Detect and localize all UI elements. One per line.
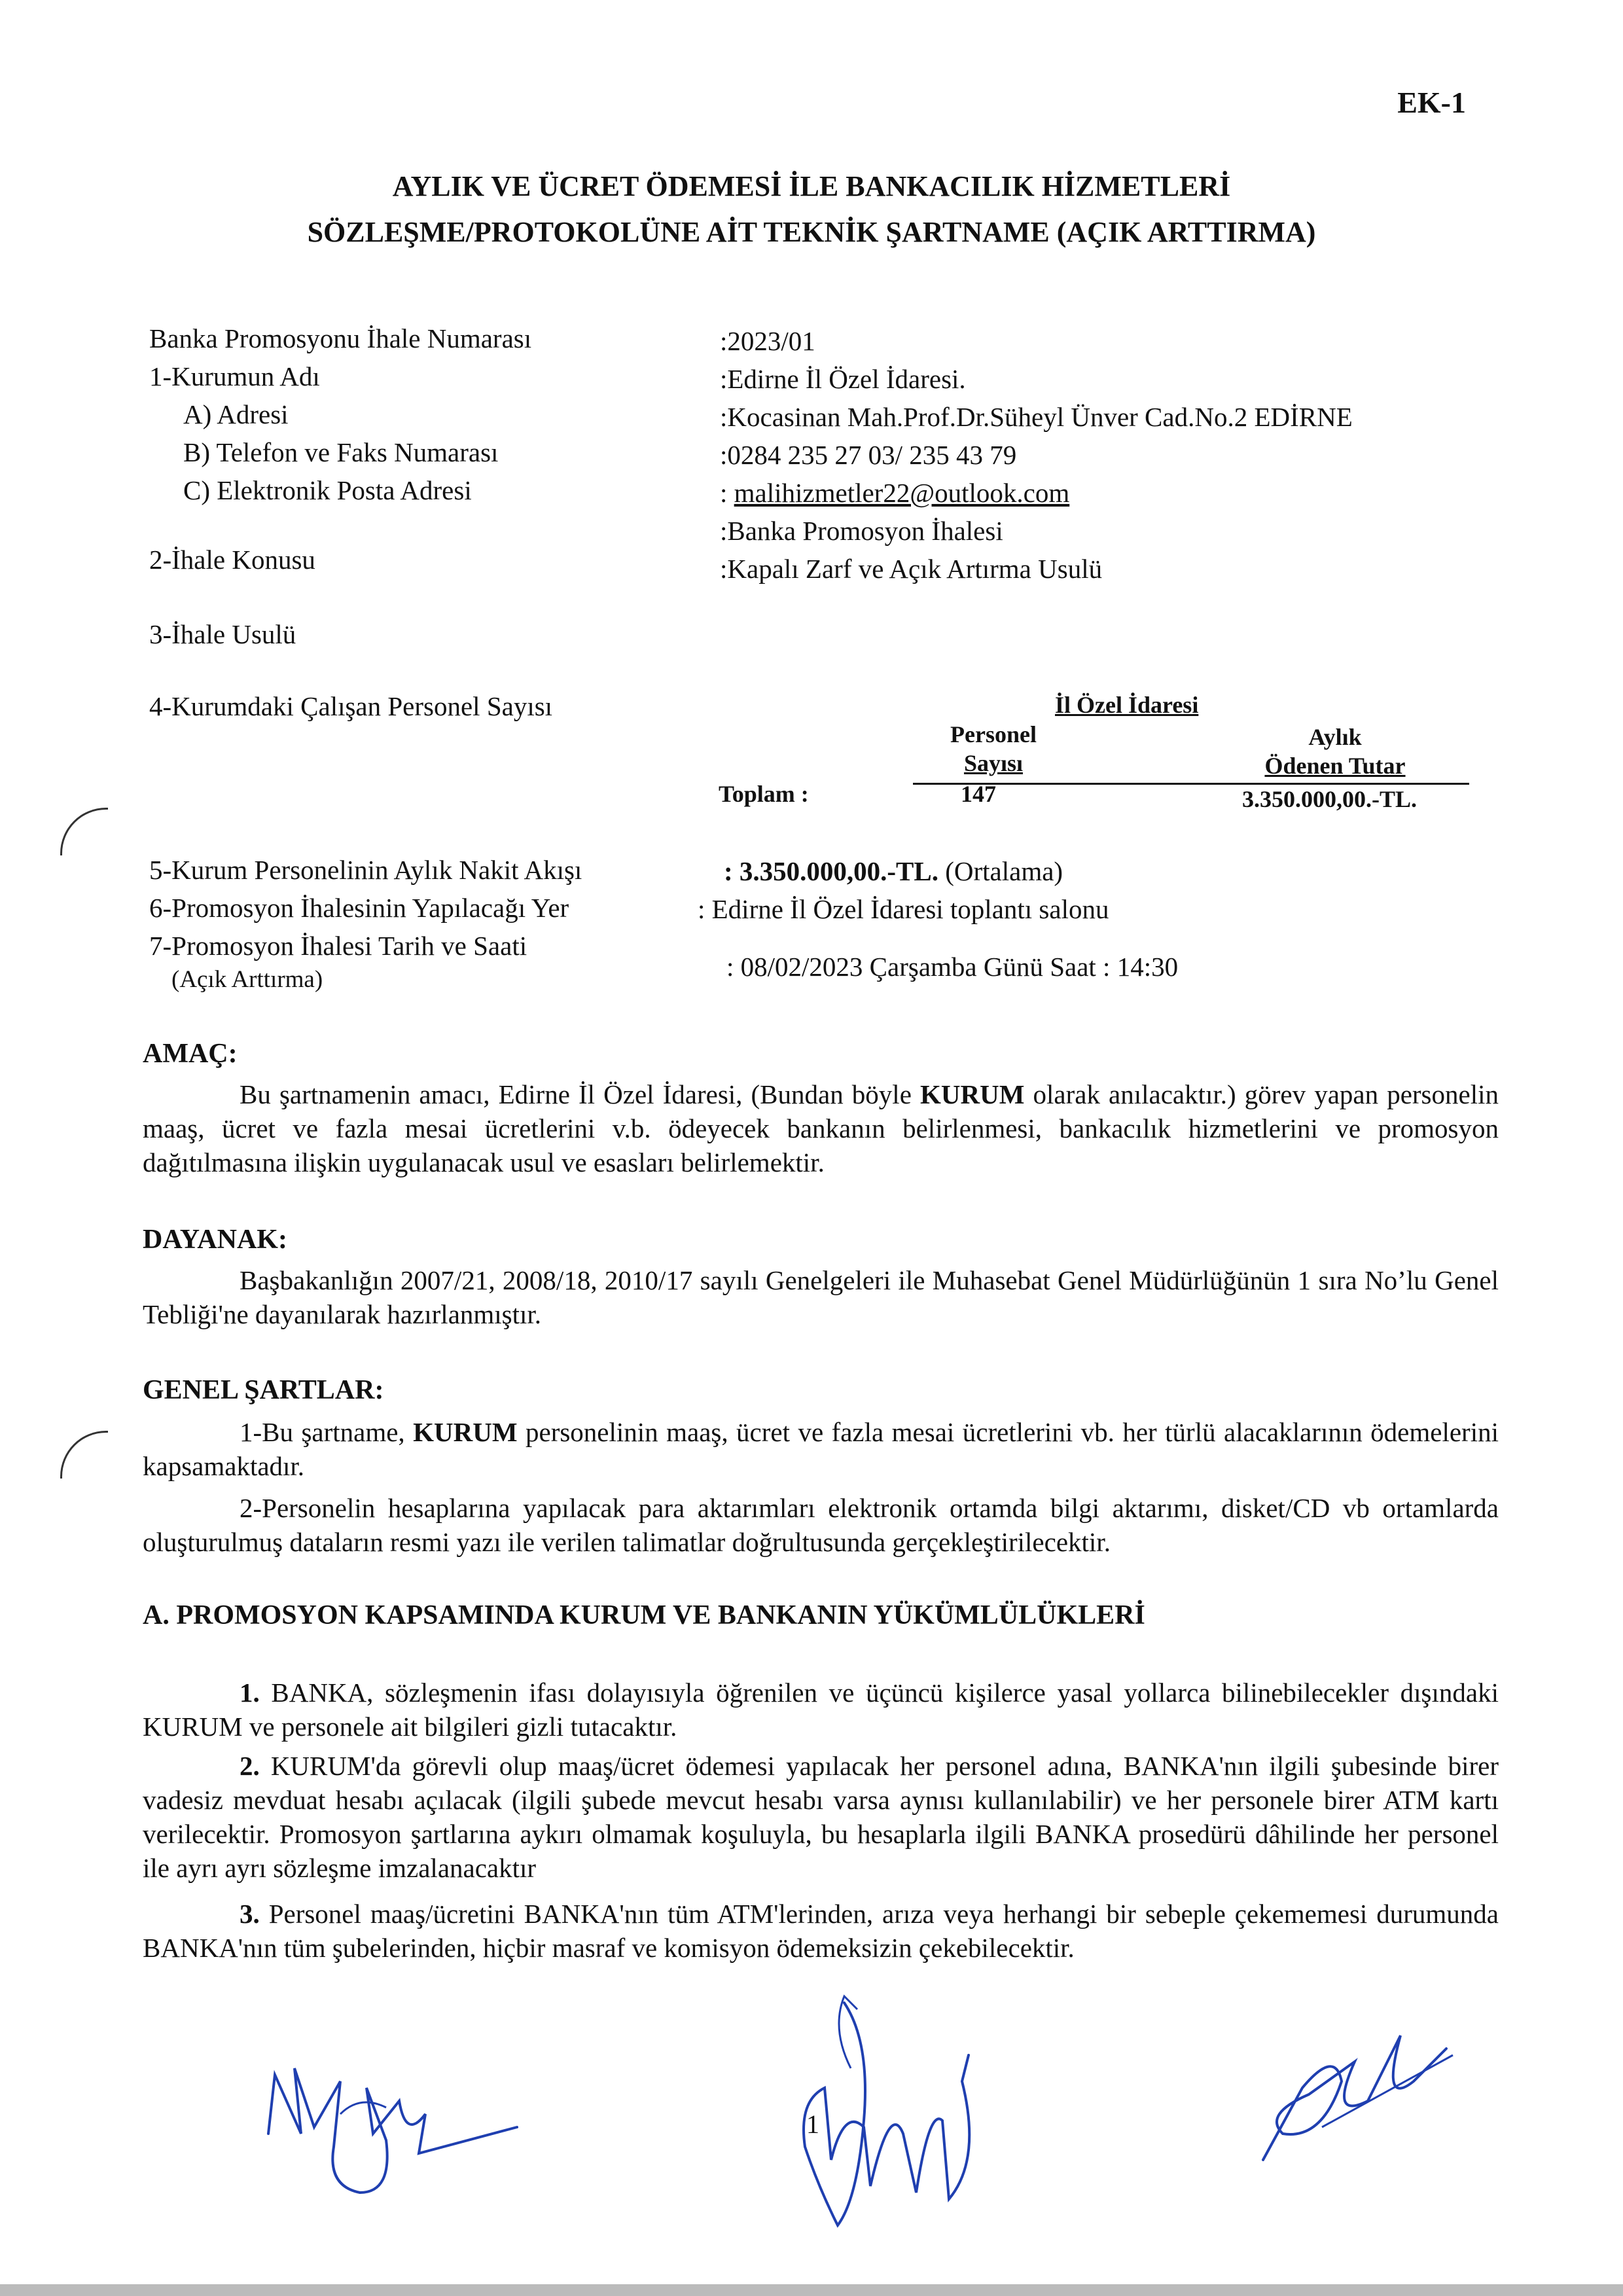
table-total-tutar: 3.350.000,00.-TL. [1242,786,1418,812]
table-total-personel: 147 [961,781,996,807]
info-labels-2 [149,851,582,965]
tarih-value: : 08/02/2023 Çarşamba Günü Saat : 14:30 [726,952,1179,982]
document-title [0,164,1623,255]
dayanak-title: DAYANAK: [143,1225,287,1255]
genel-1-text-a: 1-Bu şartname, [240,1417,414,1447]
punch-hole-mark [60,808,108,855]
nakit-value [724,852,1063,890]
col-personel-line1: Personel [950,721,1037,747]
adres-value: :Kocasinan Mah.Prof.Dr.Süheyl Ünver Cad.No.2 EDİRNE [720,402,1353,432]
eposta-value [720,474,1353,512]
section-a-item-1 [143,1676,1499,1744]
signature-right [1243,2009,1466,2166]
info-values [720,322,1353,588]
page-number: 1 [806,2109,819,2139]
col-tutar-line1: Aylık [1308,724,1362,750]
annex-label: EK-1 [1397,86,1466,119]
tarih-label: 7-Promosyon İhalesi Tarih ve Saati [149,931,527,961]
telefon-value: :0284 235 27 03/ 235 43 79 [720,440,1017,470]
konu-label: 2-İhale Konusu [149,545,315,575]
table-group-title: İl Özel İdaresi [1055,692,1199,718]
title-line-2: SÖZLEŞME/PROTOKOLÜNE AİT TEKNİK ŞARTNAME (AÇIK ARTTIRMA) [307,216,1316,248]
col-personel-line2: Sayısı [963,750,1024,776]
kurum-value: :Edirne İl Özel İdaresi. [720,364,966,394]
item-1-number: 1. [240,1677,260,1708]
table-header-rule [913,783,1469,785]
scan-bottom-edge [0,2284,1623,2296]
nakit-label: 5-Kurum Personelinin Aylık Nakit Akışı [149,855,582,885]
amac-paragraph [143,1077,1499,1179]
table-col-personel [928,720,1059,778]
item-1-text: BANKA, sözleşmenin ifası dolayısıyla öğrenilen ve üçüncü kişilerce yasal yollarca bilinebilecekler dışındaki KURUM ve personele ait bilgileri gizli tutacaktır. [143,1677,1499,1742]
section-a-title: A. PROMOSYON KAPSAMINDA KURUM VE BANKANIN YÜKÜMLÜLÜKLERİ [143,1600,1145,1630]
amac-text-c: olarak anılacaktır.) görev yapan personelin maaş, ücret ve fazla mesai ücretlerini v.b. ödeyecek bankanın belirlenmesi, bankacılık hizmetlerini ve promosyon dağıtılmasına ilişkin uygulanacak usul ve esasları belirlemektir. [143,1079,1499,1177]
eposta-link[interactable]: malihizmetler22@outlook.com [734,478,1070,508]
genel-1-kurum: KURUM [413,1417,518,1447]
section-a-item-3 [143,1897,1499,1965]
table-total-label: Toplam : [719,781,809,807]
col-tutar-line2: Ödenen Tutar [1264,753,1406,779]
nakit-amount: : 3.350.000,00.-TL. [724,856,938,886]
yer-value: : Edirne İl Özel İdaresi toplantı salonu [698,894,1109,924]
genel-item-1 [143,1415,1499,1483]
item-3-text: Personel maaş/ücretini BANKA'nın tüm ATM'lerinden, arıza veya herhangi bir sebeple çekememesi durumunda BANKA'nın tüm şubelerinden, hiçbir masraf ve komisyon ödemeksizin çekebilecektir. [143,1899,1499,1963]
dayanak-paragraph: Başbakanlığın 2007/21, 2008/18, 2010/17 sayılı Genelgeleri ile Muhasebat Genel Müdürlüğünün 1 sıra No’lu Genel Tebliği'ne dayanılarak hazırlanmıştır. [143,1265,1499,1329]
section-a-item-2 [143,1749,1499,1885]
amac-kurum: KURUM [919,1079,1025,1109]
genel-1-text-c: personelinin maaş, ücret ve fazla mesai ücretlerini vb. her türlü alacaklarının ödemelerini kapsamaktadır. [143,1417,1499,1481]
ihale-no-label: Banka Promosyonu İhale Numarası [149,323,532,353]
eposta-prefix: : [720,478,734,508]
signature-center [766,1990,1001,2251]
yer-label: 6-Promosyon İhalesinin Yapılacağı Yer [149,893,569,923]
table-col-tutar [1243,723,1427,780]
usul-value: :Kapalı Zarf ve Açık Artırma Usulü [720,554,1103,584]
item-2-number: 2. [240,1751,260,1781]
telefon-label: B) Telefon ve Faks Numarası [183,437,499,467]
punch-hole-mark [60,1431,108,1479]
ihale-no-value: :2023/01 [720,326,815,356]
konu-value: :Banka Promosyon İhalesi [720,516,1003,546]
nakit-note: (Ortalama) [938,856,1063,886]
title-line-1: AYLIK VE ÜCRET ÖDEMESİ İLE BANKACILIK HİZMETLERİ [392,170,1231,202]
item-3-number: 3. [240,1899,260,1929]
eposta-label: C) Elektronik Posta Adresi [183,475,472,505]
genel-item-2: 2-Personelin hesaplarına yapılacak para aktarımları elektronik ortamda bilgi aktarımı, disket/CD vb ortamlarda oluşturulmuş dataların resmi yazı ile verilen talimatlar doğrultusunda gerçekleştirilecektir. [143,1493,1499,1557]
tarih-sub-label: (Açık Arttırma) [171,966,323,993]
genel-title: GENEL ŞARTLAR: [143,1375,384,1405]
info-labels [149,319,531,509]
signature-left [255,2036,537,2206]
adres-label: A) Adresi [183,399,289,429]
item-2-text: KURUM'da görevli olup maaş/ücret ödemesi yapılacak her personel adına, BANKA'nın ilgili şubesinde birer vadesiz mevduat hesabı açılacak (ilgili şubede mevcut hesabı varsa aynısı kullanılabilir) ve her personele birer ATM kartı verilecektir. Promosyon şartlarına aykırı olmamak koşuluyla, bu hesaplarla ilgili BANKA prosedürü dâhilinde her personel ile ayrı ayrı sözleşme imzalanacaktır [143,1751,1499,1883]
kurum-label: 1-Kurumun Adı [149,361,320,391]
usul-label: 3-İhale Usulü [149,619,296,649]
personel-label: 4-Kurumdaki Çalışan Personel Sayısı [149,691,553,721]
amac-title: AMAÇ: [143,1039,238,1069]
amac-text-a: Bu şartnamenin amacı, Edirne İl Özel İdaresi, (Bundan böyle [240,1079,920,1109]
